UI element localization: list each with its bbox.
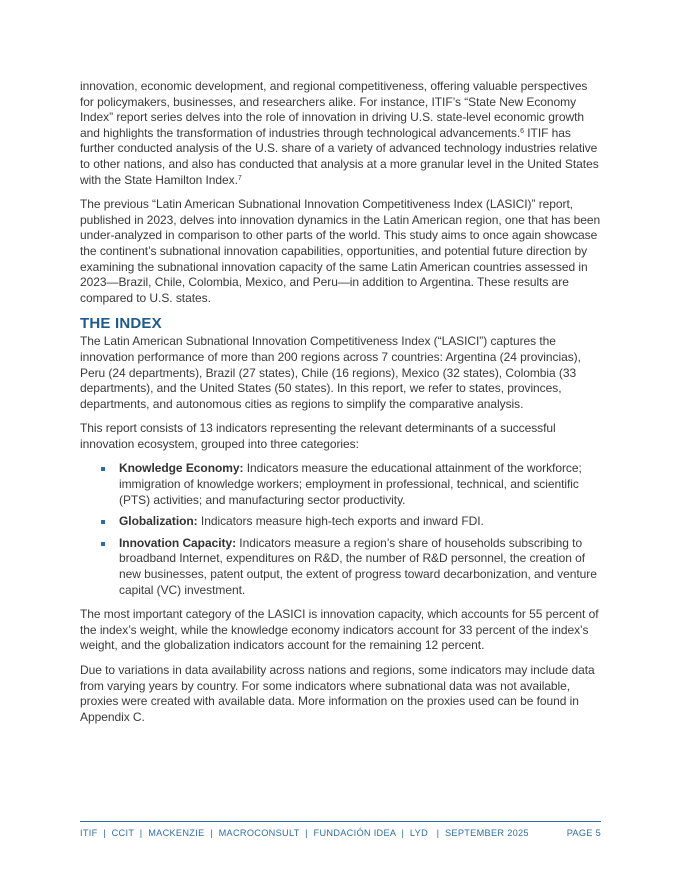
list-item-knowledge-economy [119,461,602,508]
footer-divider [80,821,601,822]
category-text: Indicators measure the educational attainment of the workforce; immigration of knowledge workers; employment in professional, technical, and scientific (PTS) activities; and manufacturing sector productivity. [119,461,582,507]
weights-paragraph: The most important category of the LASICI is innovation capacity, which accounts for 55 percent of the index’s weight, while the knowledge economy indicators account for 33 percent of the index’s weight, and the globalization indicators account for the remaining 12 percent. [80,607,599,653]
category-text: Indicators measure high-tech exports and inward FDI. [197,514,484,529]
category-term: Innovation Capacity: [119,535,237,550]
page-number: PAGE 5 [566,828,601,838]
bullet-marker [101,520,105,524]
categories-list [80,461,602,598]
list-item-globalization [119,514,602,530]
page-footer [80,828,601,838]
section-heading: THE INDEX [80,315,162,333]
index-description-paragraph: The Latin American Subnational Innovation Competitiveness Index (“LASICI”) captures the innovation performance of more than 200 regions across 7 countries: Argentina (24 provincias), Peru (24 departments), Brazil (27 states), Chile (16 regions), Mexico (32 states), Colombia (33 departments), and the United States (50 states). In this report, we refer to states, provinces, departments, and autonomous cities as regions to simplify the comparative analysis. [80,334,581,411]
intro-paragraph [80,79,602,188]
previous-report-paragraph: The previous “Latin American Subnational Innovation Competitiveness Index (LASICI)” report, published in 2023, delves into innovation dynamics in the Latin American region, one that has been under-analyzed in comparison to other parts of the world. This study aims to once again showcase the continent’s subnational innovation capabilities, opportunities, and potential future direction by examining the subnational innovation capacity of the same Latin American countries assessed in 2023—Brazil, Chile, Colombia, Mexico, and Peru—in addition to Argentina. These results are compared to U.S. states. [80,197,601,305]
category-term: Globalization: [119,514,198,529]
category-text: Indicators measure a region’s share of households subscribing to broadband Internet, expenditures on R&D, the number of R&D personnel, the creation of new businesses, patent output, the extent of progress toward decarbonization, and venture capital (VC) investment. [119,535,597,597]
indicators-intro-paragraph: This report consists of 13 indicators representing the relevant determinants of a successful innovation ecosystem, grouped into three categories: [80,421,556,451]
bullet-marker [101,542,105,546]
category-term: Knowledge Economy: [119,461,244,476]
intro-text-a: innovation, economic development, and regional competitiveness, offering valuable perspectives for policymakers, businesses, and researchers alike. For instance, ITIF’s “State New Economy Index” report series delves into the role of innovation in driving U.S. state-level economic growth and highlights the transformation of industries through technological advancements. [80,79,588,140]
data-availability-paragraph: Due to variations in data availability across nations and regions, some indicators may include data from varying years by country. For some indicators where subnational data was not available, proxies were created with available data. More information on the proxies used can be found in Appendix C. [80,663,595,724]
footer-organizations: ITIF | CCIT | MACKENZIE | MACROCONSULT | FUNDACIÓN IDEA | LYD | SEPTEMBER 2025 [80,828,529,838]
footnote-ref-6[interactable]: 6 [520,127,524,135]
bullet-marker [101,467,105,471]
intro-text-b: ITIF has further conducted analysis of the U.S. share of a variety of advanced technology industries relative to other nations, and also has conducted that analysis at a more granular level in the United States with the State Hamilton Index. [80,125,599,187]
list-item-innovation-capacity [119,536,602,598]
page-body [80,79,602,734]
footnote-ref-7[interactable]: 7 [237,174,242,182]
